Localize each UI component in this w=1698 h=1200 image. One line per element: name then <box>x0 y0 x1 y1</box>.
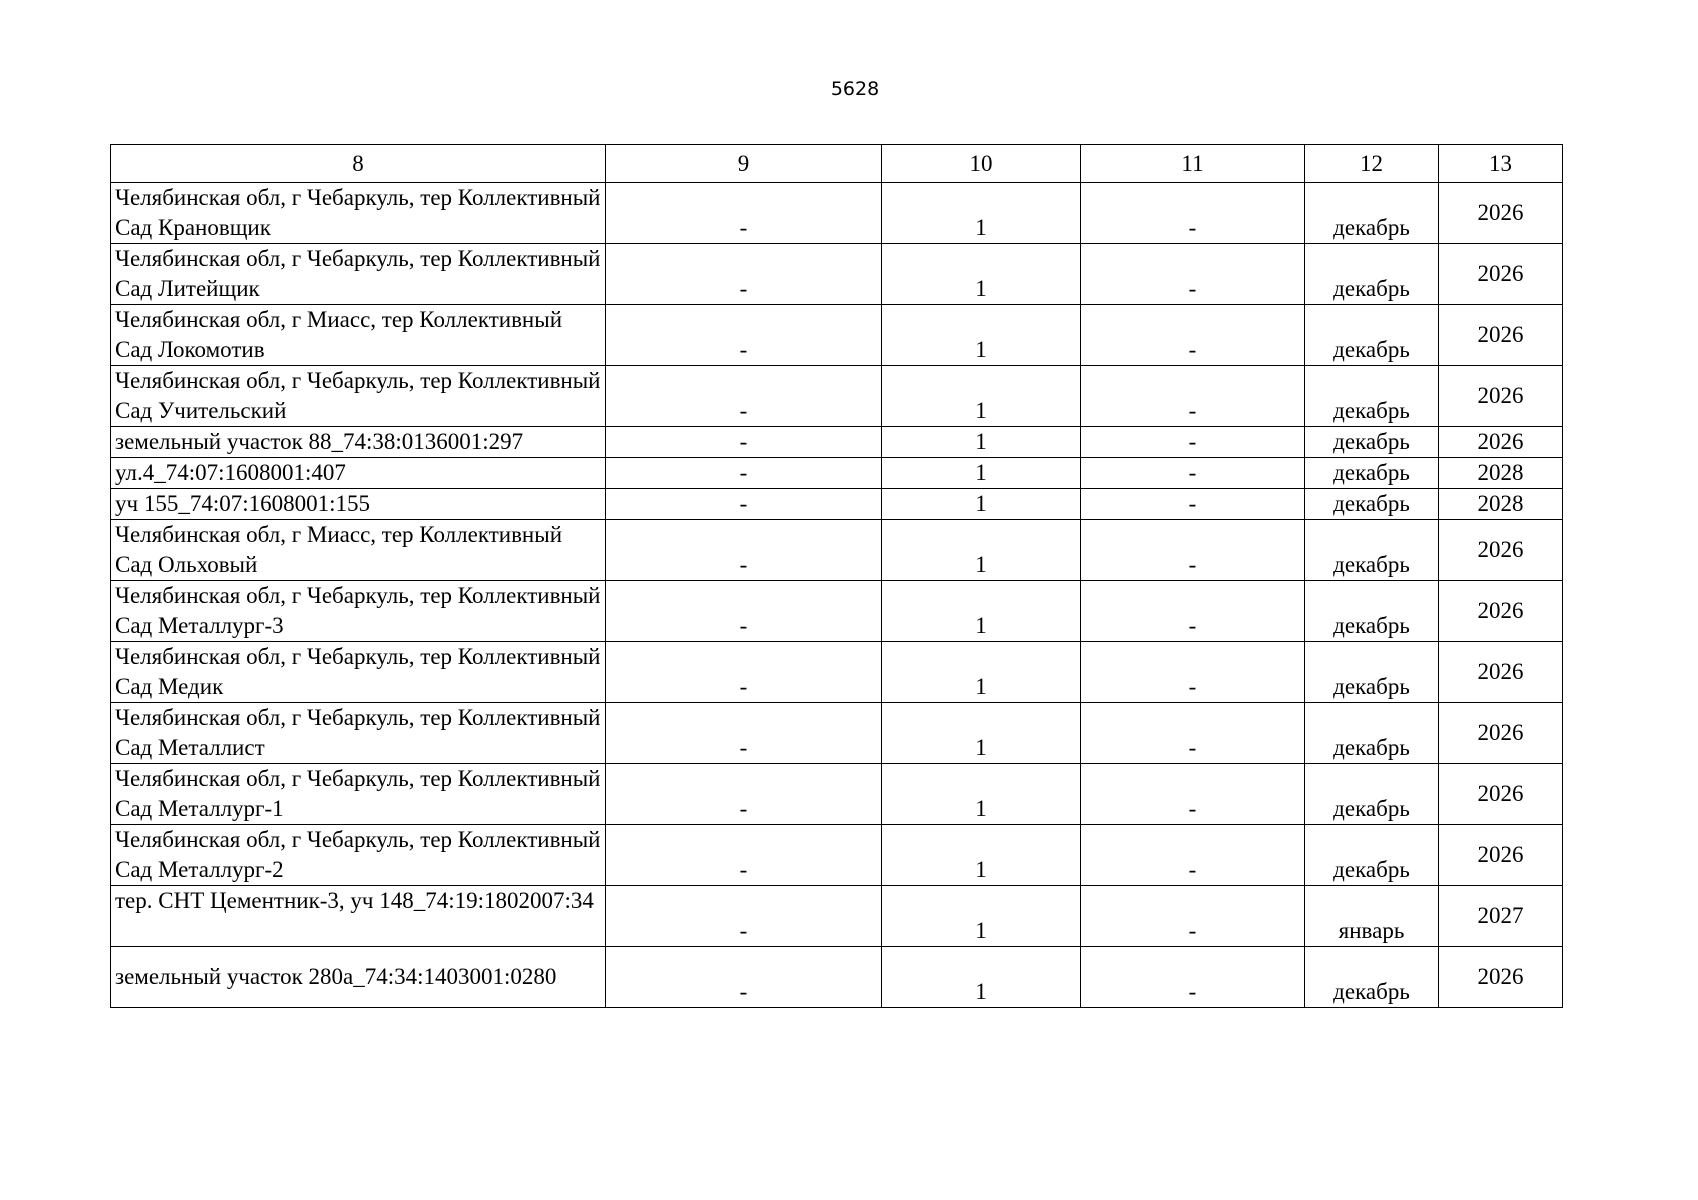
cell-col-9: - <box>606 581 882 642</box>
cell-col-11: - <box>1081 427 1305 458</box>
cell-address: Челябинская обл, г Миасс, тер Коллективный Сад Ольховый <box>111 520 606 581</box>
table-row <box>111 642 1563 703</box>
cell-month: декабрь <box>1305 520 1439 581</box>
cell-month: январь <box>1305 886 1439 947</box>
table-row <box>111 703 1563 764</box>
cell-col-9: - <box>606 183 882 244</box>
cell-year: 2026 <box>1439 305 1563 366</box>
table-row <box>111 183 1563 244</box>
column-header-10: 10 <box>882 145 1081 183</box>
cell-col-9: - <box>606 427 882 458</box>
cell-col-10: 1 <box>882 305 1081 366</box>
table-row <box>111 305 1563 366</box>
cell-col-9: - <box>606 703 882 764</box>
cell-col-9: - <box>606 520 882 581</box>
cell-address: земельный участок 88_74:38:0136001:297 <box>111 427 606 458</box>
cell-address: Челябинская обл, г Чебаркуль, тер Коллективный Сад Металлист <box>111 703 606 764</box>
cell-col-9: - <box>606 489 882 520</box>
cell-year: 2027 <box>1439 886 1563 947</box>
cell-month: декабрь <box>1305 305 1439 366</box>
cell-col-10: 1 <box>882 489 1081 520</box>
cell-year: 2026 <box>1439 581 1563 642</box>
table-row <box>111 581 1563 642</box>
cell-col-11: - <box>1081 183 1305 244</box>
data-table <box>110 144 1563 1008</box>
cell-col-11: - <box>1081 366 1305 427</box>
cell-address: Челябинская обл, г Миасс, тер Коллективный Сад Локомотив <box>111 305 606 366</box>
cell-col-10: 1 <box>882 825 1081 886</box>
cell-col-9: - <box>606 305 882 366</box>
cell-year: 2026 <box>1439 947 1563 1008</box>
table-row <box>111 458 1563 489</box>
column-header-11: 11 <box>1081 145 1305 183</box>
cell-month: декабрь <box>1305 703 1439 764</box>
cell-year: 2026 <box>1439 764 1563 825</box>
cell-address: Челябинская обл, г Чебаркуль, тер Коллективный Сад Металлург-2 <box>111 825 606 886</box>
cell-col-11: - <box>1081 489 1305 520</box>
column-header-9: 9 <box>606 145 882 183</box>
cell-month: декабрь <box>1305 764 1439 825</box>
table-row <box>111 366 1563 427</box>
cell-address: земельный участок 280а_74:34:1403001:0280 <box>111 947 606 1008</box>
cell-year: 2028 <box>1439 489 1563 520</box>
cell-col-10: 1 <box>882 427 1081 458</box>
cell-col-9: - <box>606 458 882 489</box>
cell-month: декабрь <box>1305 366 1439 427</box>
cell-year: 2026 <box>1439 183 1563 244</box>
cell-col-9: - <box>606 642 882 703</box>
cell-col-10: 1 <box>882 642 1081 703</box>
cell-col-11: - <box>1081 764 1305 825</box>
cell-address: Челябинская обл, г Чебаркуль, тер Коллективный Сад Металлург-3 <box>111 581 606 642</box>
cell-address: Челябинская обл, г Чебаркуль, тер Коллективный Сад Медик <box>111 642 606 703</box>
column-header-13: 13 <box>1439 145 1563 183</box>
cell-year: 2026 <box>1439 244 1563 305</box>
cell-month: декабрь <box>1305 581 1439 642</box>
table-row <box>111 427 1563 458</box>
cell-address: уч 155_74:07:1608001:155 <box>111 489 606 520</box>
cell-col-9: - <box>606 886 882 947</box>
cell-col-11: - <box>1081 581 1305 642</box>
header-row <box>111 145 1563 183</box>
cell-year: 2026 <box>1439 703 1563 764</box>
cell-address: Челябинская обл, г Чебаркуль, тер Коллективный Сад Металлург-1 <box>111 764 606 825</box>
cell-col-10: 1 <box>882 703 1081 764</box>
cell-address: тер. СНТ Цементник-3, уч 148_74:19:1802007:34 <box>111 886 606 947</box>
cell-year: 2026 <box>1439 427 1563 458</box>
cell-col-10: 1 <box>882 947 1081 1008</box>
cell-col-11: - <box>1081 886 1305 947</box>
cell-year: 2026 <box>1439 366 1563 427</box>
table-row <box>111 947 1563 1008</box>
cell-month: декабрь <box>1305 183 1439 244</box>
cell-col-9: - <box>606 366 882 427</box>
cell-month: декабрь <box>1305 947 1439 1008</box>
cell-col-11: - <box>1081 703 1305 764</box>
cell-col-10: 1 <box>882 458 1081 489</box>
cell-col-11: - <box>1081 825 1305 886</box>
cell-col-9: - <box>606 947 882 1008</box>
cell-year: 2026 <box>1439 520 1563 581</box>
table-row <box>111 520 1563 581</box>
cell-col-11: - <box>1081 244 1305 305</box>
cell-col-9: - <box>606 764 882 825</box>
table-row <box>111 244 1563 305</box>
column-header-8: 8 <box>111 145 606 183</box>
cell-col-10: 1 <box>882 886 1081 947</box>
page-number: 5628 <box>830 78 880 100</box>
table-body <box>111 183 1563 1008</box>
cell-month: декабрь <box>1305 489 1439 520</box>
cell-col-10: 1 <box>882 764 1081 825</box>
cell-address: Челябинская обл, г Чебаркуль, тер Коллективный Сад Крановщик <box>111 183 606 244</box>
cell-col-10: 1 <box>882 244 1081 305</box>
table-row <box>111 825 1563 886</box>
cell-address: Челябинская обл, г Чебаркуль, тер Коллективный Сад Учительский <box>111 366 606 427</box>
table-row <box>111 489 1563 520</box>
cell-month: декабрь <box>1305 458 1439 489</box>
cell-year: 2028 <box>1439 458 1563 489</box>
cell-col-11: - <box>1081 947 1305 1008</box>
cell-month: декабрь <box>1305 642 1439 703</box>
column-header-12: 12 <box>1305 145 1439 183</box>
cell-col-11: - <box>1081 458 1305 489</box>
cell-col-11: - <box>1081 642 1305 703</box>
cell-col-10: 1 <box>882 183 1081 244</box>
table-row <box>111 886 1563 947</box>
cell-address: ул.4_74:07:1608001:407 <box>111 458 606 489</box>
cell-col-11: - <box>1081 305 1305 366</box>
cell-col-9: - <box>606 825 882 886</box>
cell-address: Челябинская обл, г Чебаркуль, тер Коллективный Сад Литейщик <box>111 244 606 305</box>
cell-year: 2026 <box>1439 642 1563 703</box>
cell-year: 2026 <box>1439 825 1563 886</box>
cell-month: декабрь <box>1305 244 1439 305</box>
table-row <box>111 764 1563 825</box>
cell-col-10: 1 <box>882 366 1081 427</box>
cell-col-10: 1 <box>882 581 1081 642</box>
cell-col-9: - <box>606 244 882 305</box>
cell-col-10: 1 <box>882 520 1081 581</box>
cell-col-11: - <box>1081 520 1305 581</box>
cell-month: декабрь <box>1305 427 1439 458</box>
table-header <box>111 145 1563 183</box>
cell-month: декабрь <box>1305 825 1439 886</box>
